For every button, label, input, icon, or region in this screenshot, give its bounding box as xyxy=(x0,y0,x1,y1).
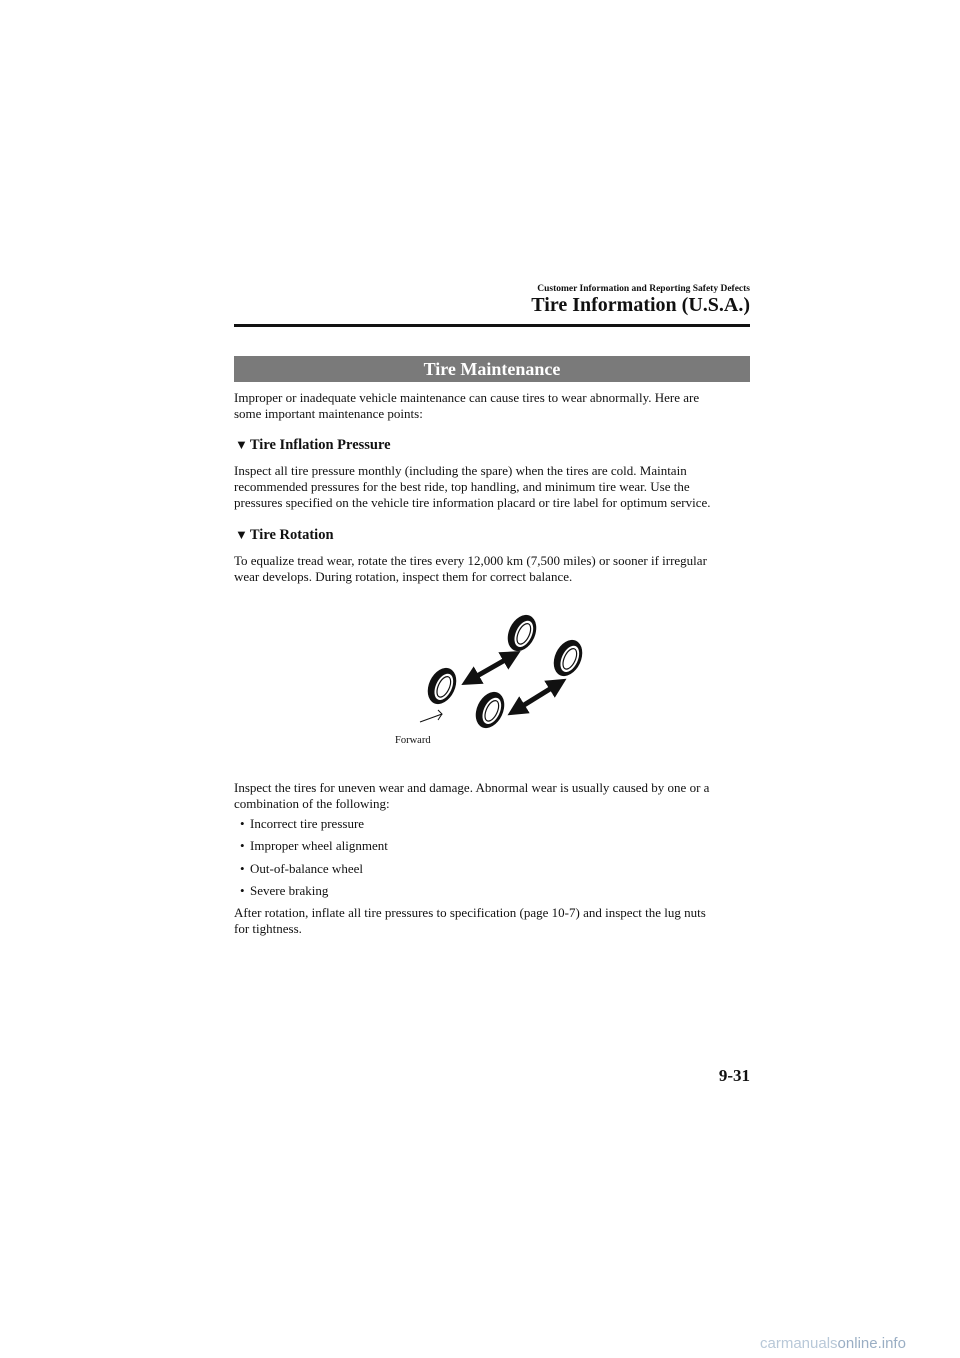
inflation-line-3: pressures specified on the vehicle tire information placard or tire label for optimum service. xyxy=(234,495,711,510)
rotation-line-2: wear develops. During rotation, inspect them for correct balance. xyxy=(234,569,573,584)
list-item xyxy=(240,883,328,899)
list-item xyxy=(240,861,363,877)
header-divider xyxy=(234,324,750,327)
closing-line-2: for tightness. xyxy=(234,921,302,936)
wear-line-1: Inspect the tires for uneven wear and damage. Abnormal wear is usually caused by one or a xyxy=(234,780,710,795)
list-item-text: Improper wheel alignment xyxy=(250,838,388,853)
rotation-heading-text: Tire Rotation xyxy=(249,527,334,543)
footer-watermark xyxy=(760,1335,906,1352)
page-title: Tire Information (U.S.A.) xyxy=(531,294,750,316)
tire-rotation-diagram xyxy=(380,600,610,740)
footer-part-2: online.info xyxy=(837,1335,906,1352)
triangle-icon: ▼ xyxy=(235,437,248,452)
forward-label: Forward xyxy=(395,735,431,746)
rotation-heading xyxy=(235,527,334,544)
bullet-icon: • xyxy=(240,838,245,853)
page-number: 9-31 xyxy=(718,1066,750,1085)
tire-front-right-icon xyxy=(548,635,588,680)
inflation-line-1: Inspect all tire pressure monthly (including the spare) when the tires are cold. Maintain xyxy=(234,463,687,478)
list-item-text: Out-of-balance wheel xyxy=(250,861,363,876)
tire-front-left-icon xyxy=(502,610,542,655)
section-title: Customer Information and Reporting Safety Defects xyxy=(537,284,750,294)
bullet-icon: • xyxy=(240,883,245,898)
tire-rear-left-icon xyxy=(422,663,462,708)
wear-line-2: combination of the following: xyxy=(234,796,390,811)
list-item-text: Severe braking xyxy=(250,883,329,898)
list-item xyxy=(240,838,388,854)
footer-part-1: carmanuals xyxy=(760,1335,838,1352)
closing-line-1: After rotation, inflate all tire pressures to specification (page 10-7) and inspect the lug nuts xyxy=(234,905,706,920)
rotation-arrow-left-icon xyxy=(470,656,512,680)
section-banner: Tire Maintenance xyxy=(234,356,750,382)
tire-rear-right-icon xyxy=(470,687,510,732)
intro-line-1: Improper or inadequate vehicle maintenance can cause tires to wear abnormally. Here are xyxy=(234,390,700,405)
intro-line-2: some important maintenance points: xyxy=(234,406,423,421)
triangle-icon: ▼ xyxy=(235,527,248,542)
inflation-heading-text: Tire Inflation Pressure xyxy=(249,437,391,453)
inflation-heading xyxy=(235,437,391,454)
bullet-icon: • xyxy=(240,816,245,831)
rotation-line-1: To equalize tread wear, rotate the tires every 12,000 km (7,500 miles) or sooner if irregular xyxy=(234,553,707,568)
rotation-arrow-right-icon xyxy=(516,684,558,710)
forward-arrow-icon xyxy=(420,710,442,722)
inflation-line-2: recommended pressures for the best ride, top handling, and minimum tire wear. Use the xyxy=(234,479,690,494)
bullet-icon: • xyxy=(240,861,245,876)
list-item xyxy=(240,816,364,832)
list-item-text: Incorrect tire pressure xyxy=(250,816,365,831)
